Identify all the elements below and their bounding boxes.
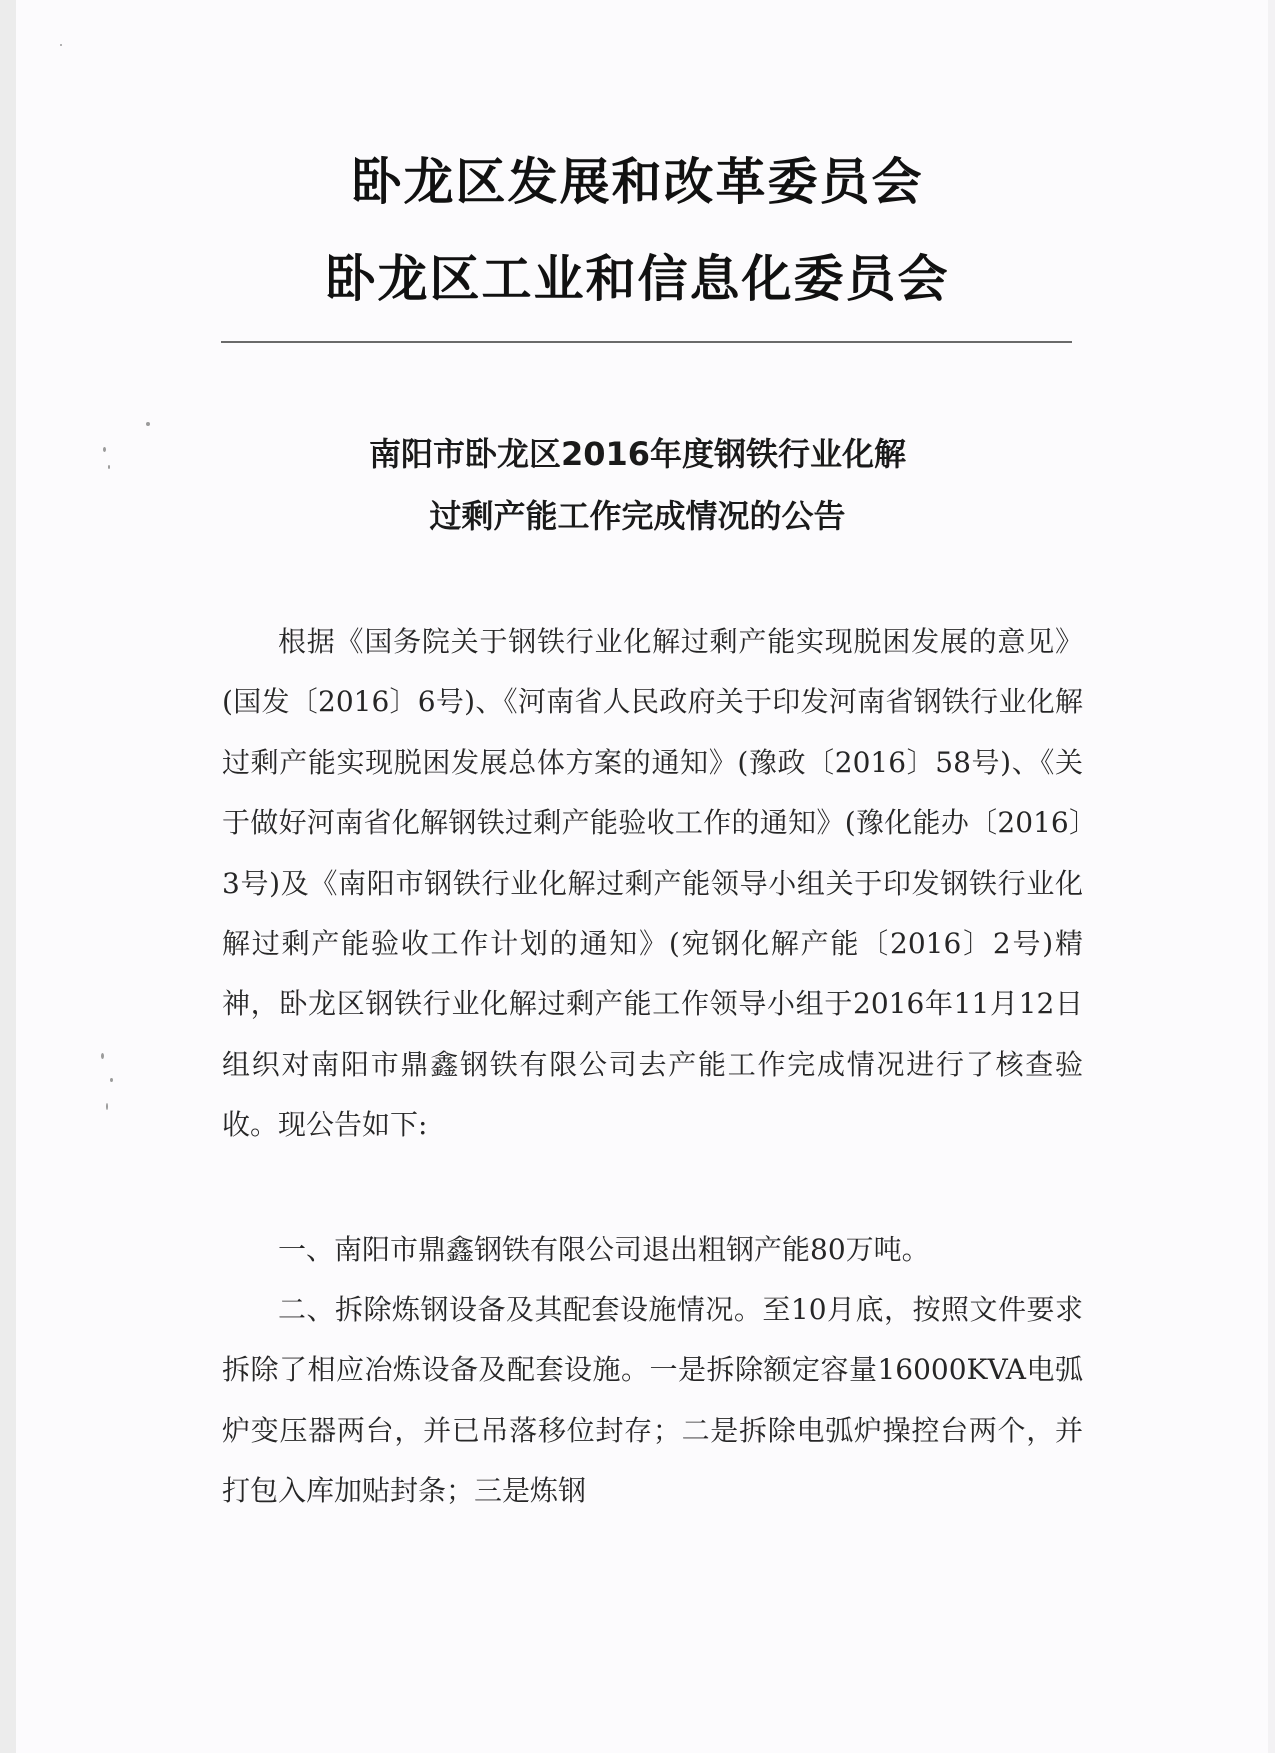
issuing-org-2: 卧龙区工业和信息化委员会 xyxy=(325,250,950,308)
body-paragraph-item-2: 二、拆除炼钢设备及其配套设施情况。至10月底，按照文件要求拆除了相应冶炼设备及配套设施。一是拆除额定容量16000KVA电弧炉变压器两台，并已吊落移位封存；二是拆除电弧炉操控台两个，并打包入库加贴封条；三是炼钢 xyxy=(222,1293,1083,1508)
body-paragraph-basis: 根据《国务院关于钢铁行业化解过剩产能实现脱困发展的意见》(国发〔2016〕6号)、《河南省人民政府关于印发河南省钢铁行业化解过剩产能实现脱困发展总体方案的通知》(豫政〔2016〕58号)、《关于做好河南省化解钢铁过剩产能验收工作的通知》(豫化能办〔2016〕3号)及《南阳市钢铁行业化解过剩产能领导小组关于印发钢铁行业化解过剩产能验收工作计划的通知》(宛钢化解产能〔2016〕2号)精神，卧龙区钢铁行业化解过剩产能工作领导小组于2016年11月12日组织对南阳市鼎鑫钢铁有限公司去产能工作完成情况进行了核查验收。现公告如下: xyxy=(222,625,1083,1142)
issuing-org-1: 卧龙区发展和改革委员会 xyxy=(351,153,924,211)
notice-title-line-2: 过剩产能工作完成情况的公告 xyxy=(429,497,846,535)
body-paragraph-item-1: 一、南阳市鼎鑫钢铁有限公司退出粗钢产能80万吨。 xyxy=(278,1233,930,1266)
notice-title-line-1: 南阳市卧龙区2016年度钢铁行业化解 xyxy=(368,435,907,473)
header-divider xyxy=(221,341,1072,343)
